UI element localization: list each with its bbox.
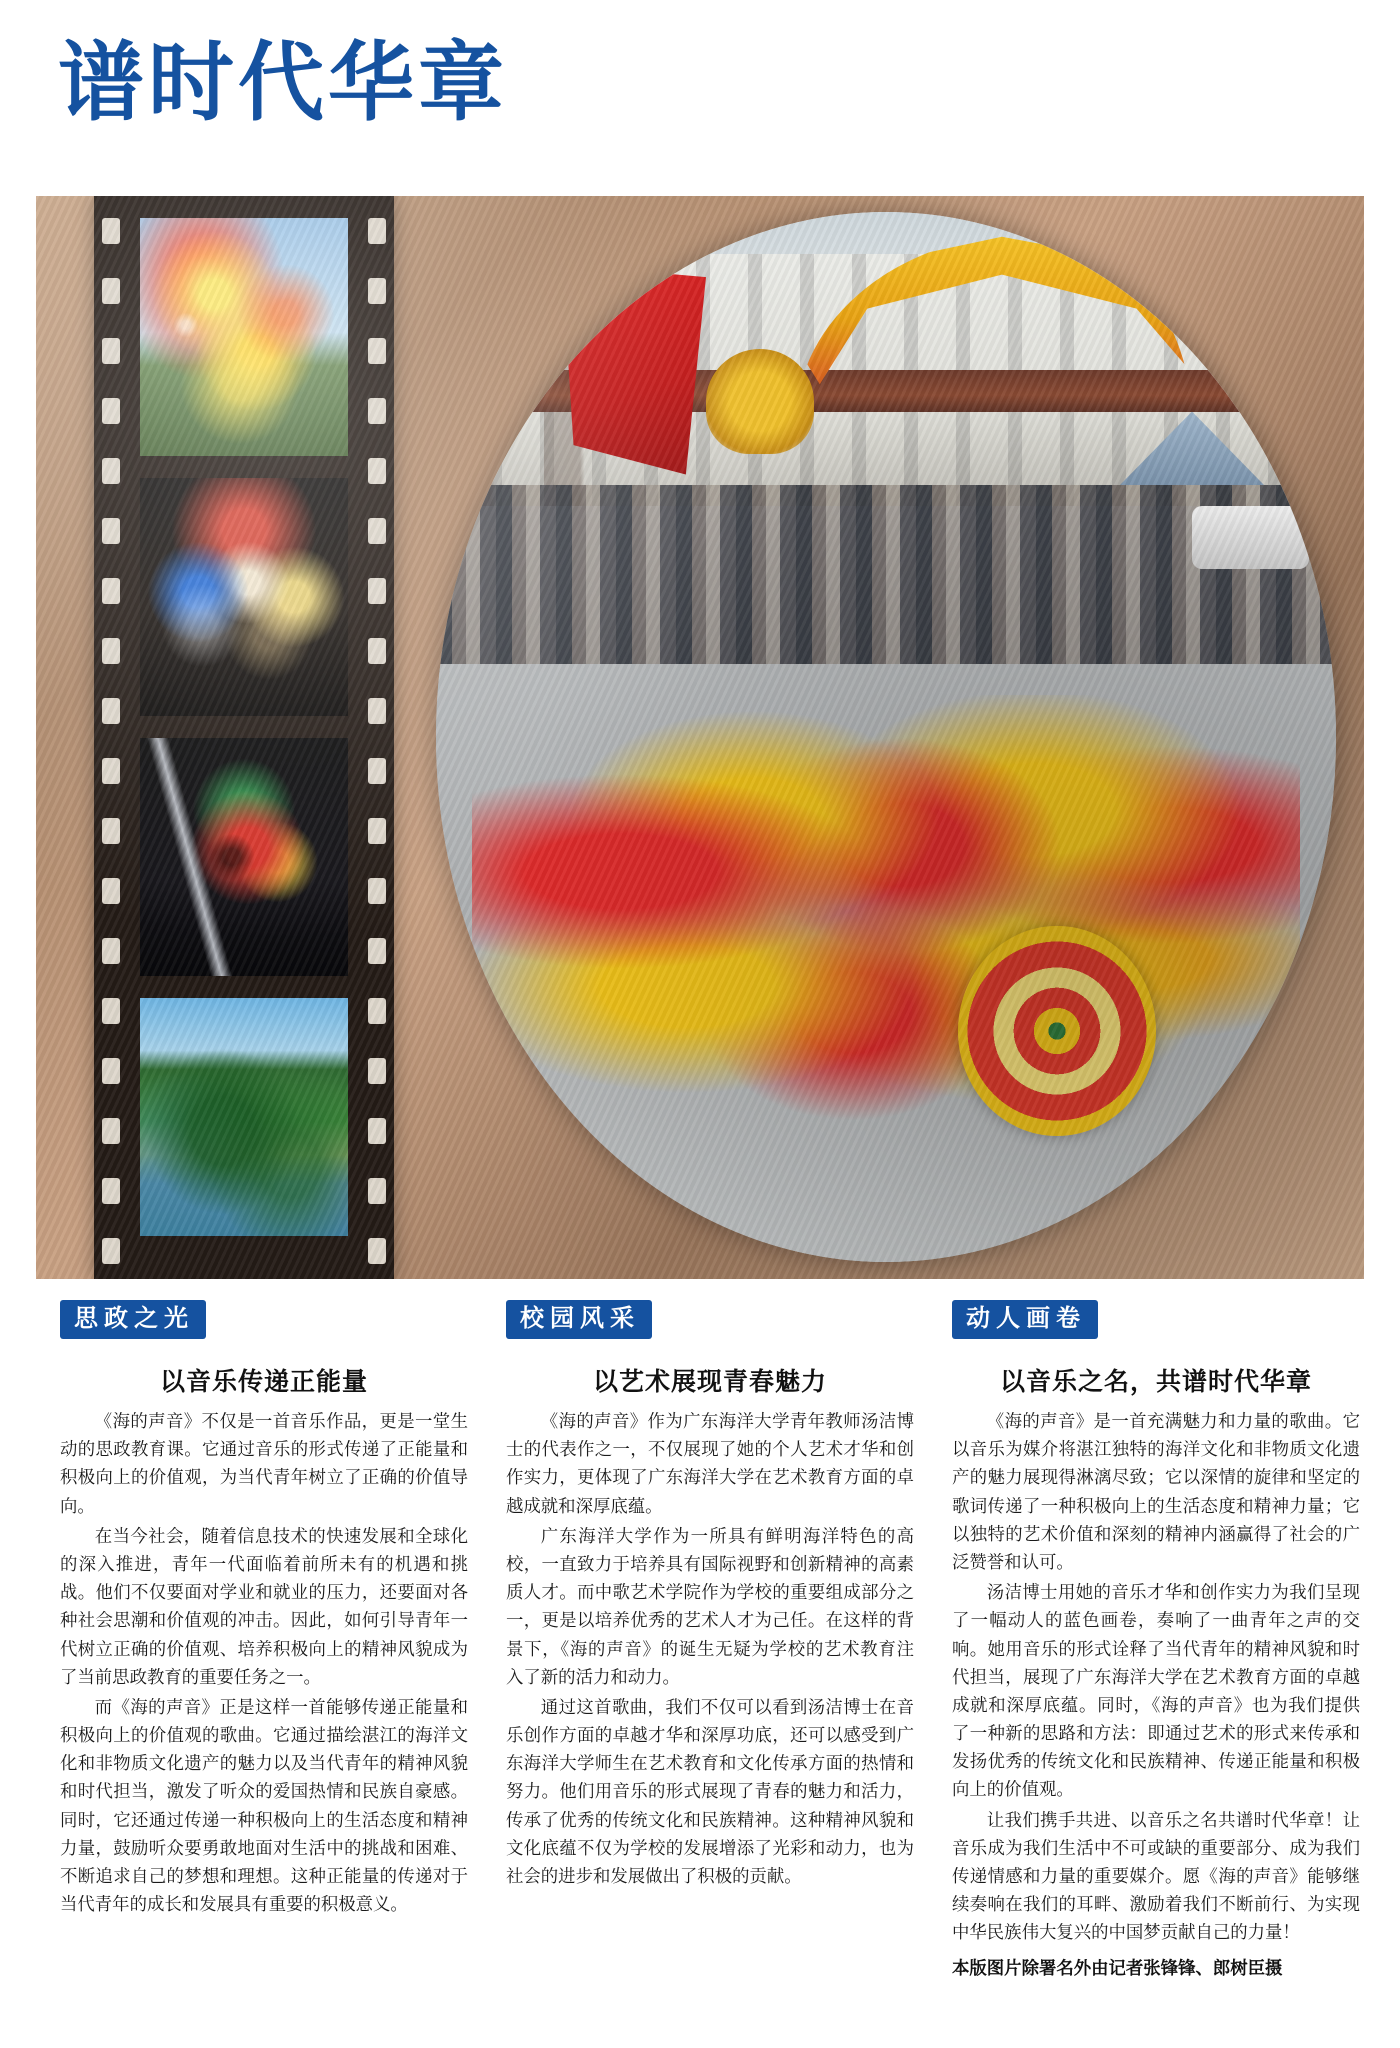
gold-dragon-statue [706,349,814,454]
lion-head-prop [958,926,1156,1136]
film-perforation [102,458,120,484]
film-perforation [368,1178,386,1204]
paragraph: 广东海洋大学作为一所具有鲜明海洋特色的高校，一直致力于培养具有国际视野和创新精神的高素质人才。而中歌艺术学院作为学校的重要组成部分之一，更是以培养优秀的艺术人才为己任。在这样的背景下，《海的声音》的诞生无疑为学校的艺术教育注入了新的活力和动力。 [506,1526,914,1688]
film-perforation [368,578,386,604]
human-dragon-performers [472,695,1300,1136]
film-perforation [368,218,386,244]
film-perforation [102,398,120,424]
article-body-3 [952,1408,1360,1948]
film-perforation [368,698,386,724]
film-perforation [368,818,386,844]
film-perforation [102,278,120,304]
article-columns [36,1300,1364,2028]
film-perforation [368,1238,386,1264]
section-badge-row [952,1300,1360,1346]
film-perforation [102,638,120,664]
page-title: 谱时代华章 [58,33,508,133]
paragraph: 《海的声音》是一首充满魅力和力量的歌曲。它以音乐为媒介将湛江独特的海洋文化和非物质文化遗产的魅力展现得淋漓尽致；它以深情的旋律和坚定的歌词传递了一种积极向上的生活态度和精神力量；它以独特的艺术价值和深刻的精神内涵赢得了社会的广泛赞誉和认可。 [952,1412,1360,1573]
photo-credit: 本版图片除署名外由记者张锋锋、郎树臣摄 [952,1958,1283,1979]
article-title-1: 以音乐传递正能量 [159,1367,368,1396]
mangrove-photo [140,998,348,1236]
nuo-mask-photo [140,738,348,976]
article-title-2: 以艺术展现青春魅力 [592,1367,827,1396]
paragraph: 通过这首歌曲，我们不仅可以看到汤洁博士在音乐创作方面的卓越才华和深厚功底，还可以感受到广东海洋大学师生在艺术教育和文化传承方面的热情和努力。他们用音乐的形式展现了青春的魅力和活力，传承了优秀的传统文化和民族精神。这种精神风貌和文化底蕴不仅为学校的发展增添了光彩和动力，也为社会的进步和发展做出了积极的贡献。 [506,1697,914,1887]
film-perforation [102,218,120,244]
film-perforation [368,338,386,364]
paragraph: 而《海的声音》正是这样一首能够传递正能量和积极向上的价值观的歌曲。它通过描绘湛江的海洋文化和非物质文化遗产的魅力以及当代青年的精神风貌和时代担当，激发了听众的爱国热情和民族自豪感。同时，它还通过传递一种积极向上的生活态度和精神力量，鼓励听众要勇敢地面对生活中的挑战和困难、不断追求自己的梦想和理想。这种正能量的传递对于当代青年的成长和发展具有重要的积极意义。 [60,1697,468,1916]
article-column-3 [952,1300,1360,2028]
paragraph: 让我们携手共进、以音乐之名共谱时代华章！让音乐成为我们生活中不可或缺的重要部分、成为我们传递情感和力量的重要媒介。愿《海的声音》能够继续奏响在我们的耳畔、激励着我们不断前行、为实现中华民族伟大复兴的中国梦贡献自己的力量！ [952,1810,1360,1944]
article-title-3: 以音乐之名，共谱时代华章 [999,1367,1312,1396]
paragraph: 在当今社会，随着信息技术的快速发展和全球化的深入推进，青年一代面临着前所未有的机遇和挑战。他们不仅要面对学业和就业的压力，还要面对各种社会思潮和价值观的冲击。因此，如何引导青年一代树立正确的价值观、培养积极向上的精神风貌成为了当前思政教育的重要任务之一。 [60,1526,468,1688]
film-perforation [368,938,386,964]
film-perforation [102,1058,120,1084]
section-badge-sizhengzhiguang: 思政之光 [60,1300,206,1339]
film-perforation [102,1238,120,1264]
film-perforation [102,338,120,364]
film-perforation [102,998,120,1024]
film-strip [94,196,394,1279]
red-banner-flag [562,265,706,475]
paragraph: 汤洁博士用她的音乐才华和创作实力为我们呈现了一幅动人的蓝色画卷，奏响了一曲青年之声的交响。她用音乐的形式诠释了当代青年的精神风貌和时代担当，展现了广东海洋大学在艺术教育方面的卓越成就和深厚底蕴。同时，《海的声音》也为我们提供了一种新的思路和方法：即通过艺术的形式来传承和发扬优秀的传统文化和民族精神、传递正能量和积极向上的价值观。 [952,1583,1360,1801]
film-perforation [102,578,120,604]
film-perforation [368,398,386,424]
film-perforation [102,878,120,904]
masthead [58,28,698,138]
film-perforation [368,1118,386,1144]
film-perforation [102,698,120,724]
film-perforation [102,1118,120,1144]
white-car [1192,506,1309,569]
article-body-2 [506,1408,914,1891]
film-perforation [102,818,120,844]
film-perforation [102,758,120,784]
main-performance-photo [436,212,1336,1262]
paragraph: 《海的声音》作为广东海洋大学青年教师汤洁博士的代表作之一，不仅展现了她的个人艺术才华和创作实力，更体现了广东海洋大学在艺术教育方面的卓越成就和深厚底蕴。 [506,1412,914,1517]
film-perforation [368,758,386,784]
film-perforation [368,458,386,484]
article-column-2 [506,1300,914,2028]
section-badge-row [60,1300,468,1346]
film-perforation [102,518,120,544]
film-perforation [368,278,386,304]
section-badge-dongrenhuajuan: 动人画卷 [952,1300,1098,1339]
film-perforation [102,1178,120,1204]
film-perforation [368,638,386,664]
photo-collage [36,196,1364,1279]
film-perforation [368,518,386,544]
film-perforation [102,938,120,964]
article-column-1 [60,1300,468,2028]
film-perforation [368,1058,386,1084]
cantonese-opera-photo [140,478,348,716]
section-badge-row [506,1300,914,1346]
article-body-1 [60,1408,468,1919]
film-perforation [368,878,386,904]
lion-dance-photo [140,218,348,456]
paragraph: 《海的声音》不仅是一首音乐作品，更是一堂生动的思政教育课。它通过音乐的形式传递了正能量和积极向上的价值观，为当代青年树立了正确的价值导向。 [60,1412,468,1517]
film-perforation [368,998,386,1024]
section-badge-xiaoyuanfengcai: 校园风采 [506,1300,652,1339]
